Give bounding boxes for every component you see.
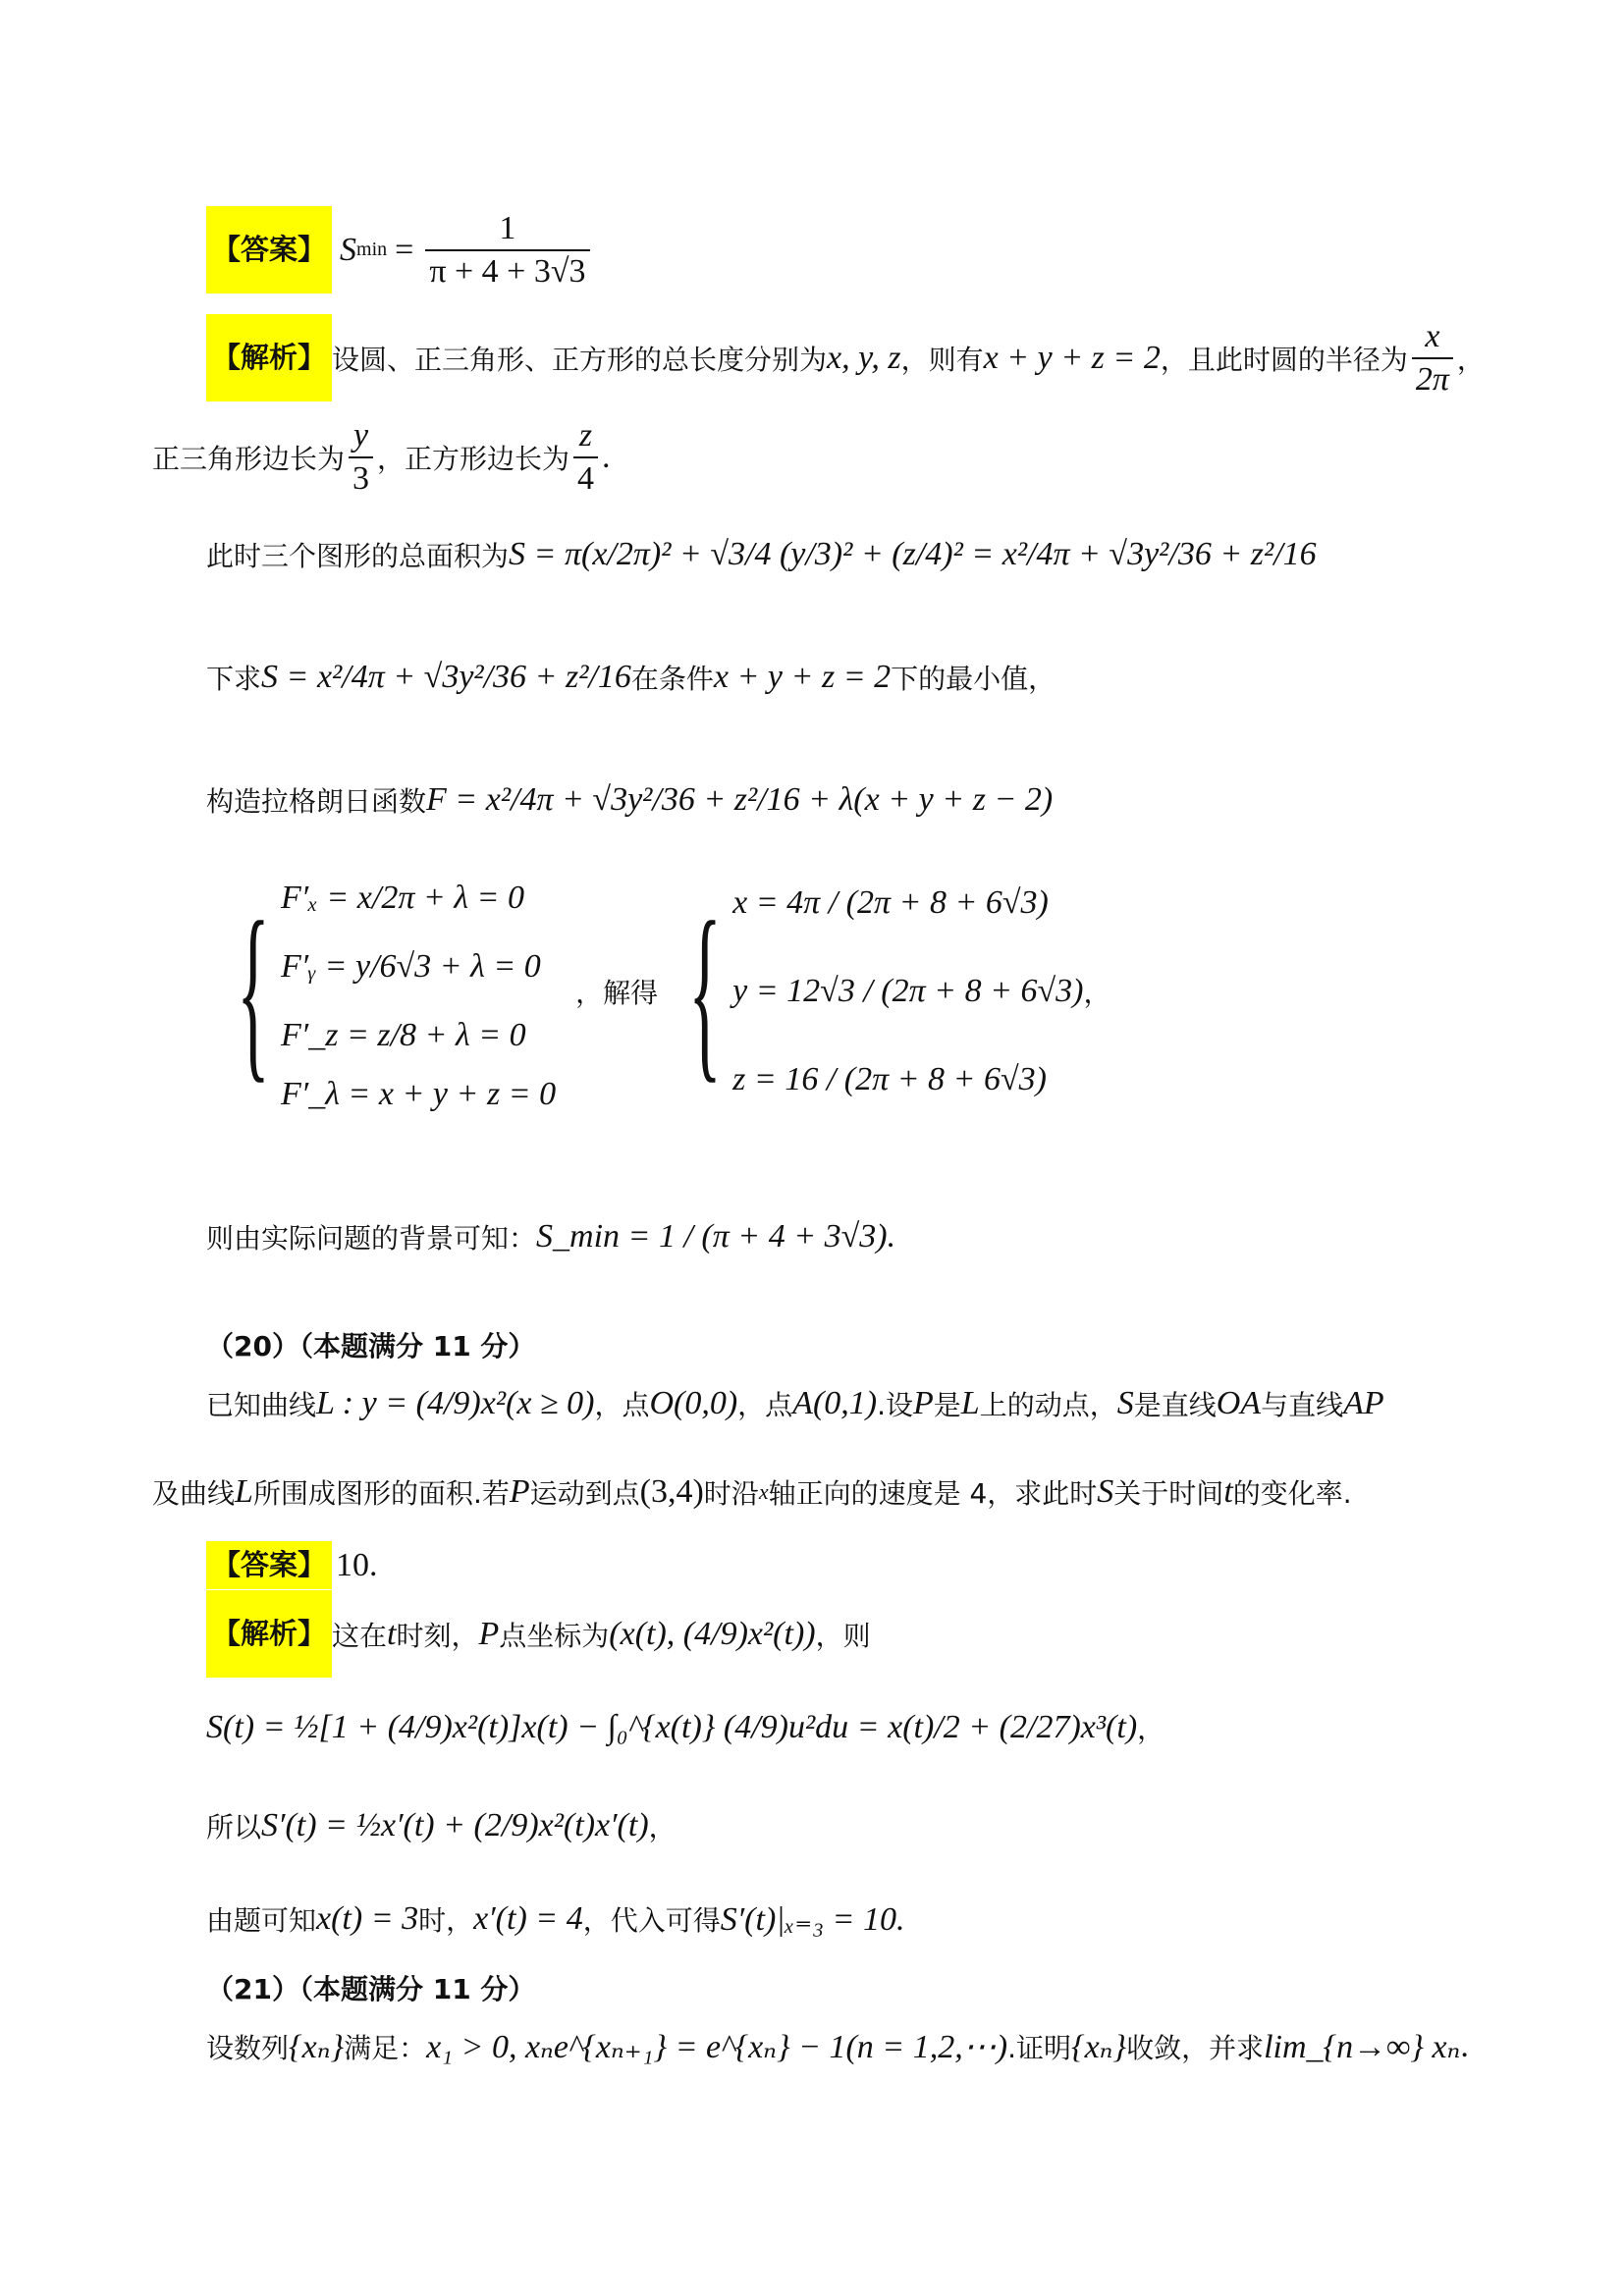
problem-20-question-line1: 已知曲线 L : y = (4/9)x²(x ≥ 0) ，点 O(0,0) ，点 A(0,1) .设 P 是 L 上的动点， S 是直线 OA 与直线 AP	[206, 1385, 1384, 1421]
analysis-tag: 【解析】	[206, 1590, 332, 1678]
analysis-20-line2: S(t) = ½[1 + (4/9)x²(t)]x(t) − ∫₀^{x(t)} (4/9)u²du = x(t)/2 + (2/27)x³(t) ，	[206, 1709, 1165, 1745]
problem-20-heading: （20）（本题满分 11 分）	[206, 1330, 536, 1362]
problem-21-question: 设数列 {xₙ} 满足： x₁ > 0, xₙe^{xₙ₊₁} = e^{xₙ} − 1(n = 1,2,⋯) .证明 {xₙ} 收敛，并求 lim_{n→∞} xₙ .	[206, 2028, 1469, 2065]
system-left: F′ₓ = x/2π + λ = 0 F′ᵧ = y/6√3 + λ = 0 F′_z = z/8 + λ = 0 F′_λ = x + y + z = 0	[281, 880, 557, 1112]
system-right: x = 4π / (2π + 8 + 6√3) y = 12√3 / (2π + 8 + 6√3) z = 16 / (2π + 8 + 6√3)	[732, 884, 1084, 1097]
answer-20: 【答案】 10.	[206, 1541, 378, 1589]
analysis-20-line3: 所以 S′(t) = ½x′(t) + (2/9)x²(t)x′(t) ，	[206, 1807, 677, 1843]
answer-tag: 【答案】	[206, 206, 332, 294]
analysis-tag: 【解析】	[206, 314, 332, 401]
analysis-19-line1: 【解析】 设圆、正三角形、正方形的总长度分别为 x, y, z ，则有 x + y + z = 2 ，且此时圆的半径为 $\frac{x}{2\pi}$ ，	[206, 314, 1485, 401]
analysis-19-line5: 构造拉格朗日函数 F = x²/4π + √3y²/36 + z²/16 + λ(x + y + z − 2)	[206, 781, 1054, 818]
answer-tag: 【答案】	[206, 1541, 332, 1589]
answer-19: 【答案】 S min = $\frac{1}{\pi + 4 + 3√3}$	[206, 206, 594, 294]
analysis-20-line1: 【解析】 这在 t 时刻， P 点坐标为 (x(t), (4/9)x²(t)) ，则	[206, 1590, 871, 1678]
right-brace: {	[688, 882, 722, 1099]
problem-21-heading: （21）（本题满分 11 分）	[206, 1973, 536, 2005]
analysis-19-line4: 下求 S = x²/4π + √3y²/36 + z²/16 在条件 x + y + z = 2 下的最小值，	[206, 659, 1056, 695]
lagrange-system: { F′ₓ = x/2π + λ = 0 F′ᵧ = y/6√3 + λ = 0 F′_z = z/8 + λ = 0 F′_λ = x + y + z = 0 ，解得 { x = 4π / (2π + 8 + 6√3) y = 12√3 / (2π + 8 + 6√3) z = 16 / (2π + 8 + 6√3) ，	[206, 864, 1111, 1119]
analysis-20-line4: 由题可知 x(t) = 3 时， x′(t) = 4 ，代入可得 S′(t)|ₓ₌₃ = 10.	[206, 1900, 905, 1938]
problem-20-question-line2: 及曲线 L 所围成图形的面积.若 P 运动到点 (3,4) 时沿 x 轴正向的速度是 4，求此时 S 关于时间 t 的变化率.	[152, 1473, 1352, 1510]
left-brace: {	[237, 882, 270, 1099]
analysis-19-conclusion: 则由实际问题的背景可知： S_min = 1 / (π + 4 + 3√3).	[206, 1218, 896, 1255]
analysis-19-line2: 正三角形边长为 $\frac{y}{3}$ ，正方形边长为 $\frac{z}{4}$ .	[152, 417, 611, 497]
answer-fraction: $\frac{1}{\pi + 4 + 3√3}$	[425, 210, 589, 291]
analysis-19-line3: 此时三个图形的总面积为 S = π(x/2π)² + √3/4 (y/3)² + (z/4)² = x²/4π + √3y²/36 + z²/16	[206, 536, 1317, 572]
